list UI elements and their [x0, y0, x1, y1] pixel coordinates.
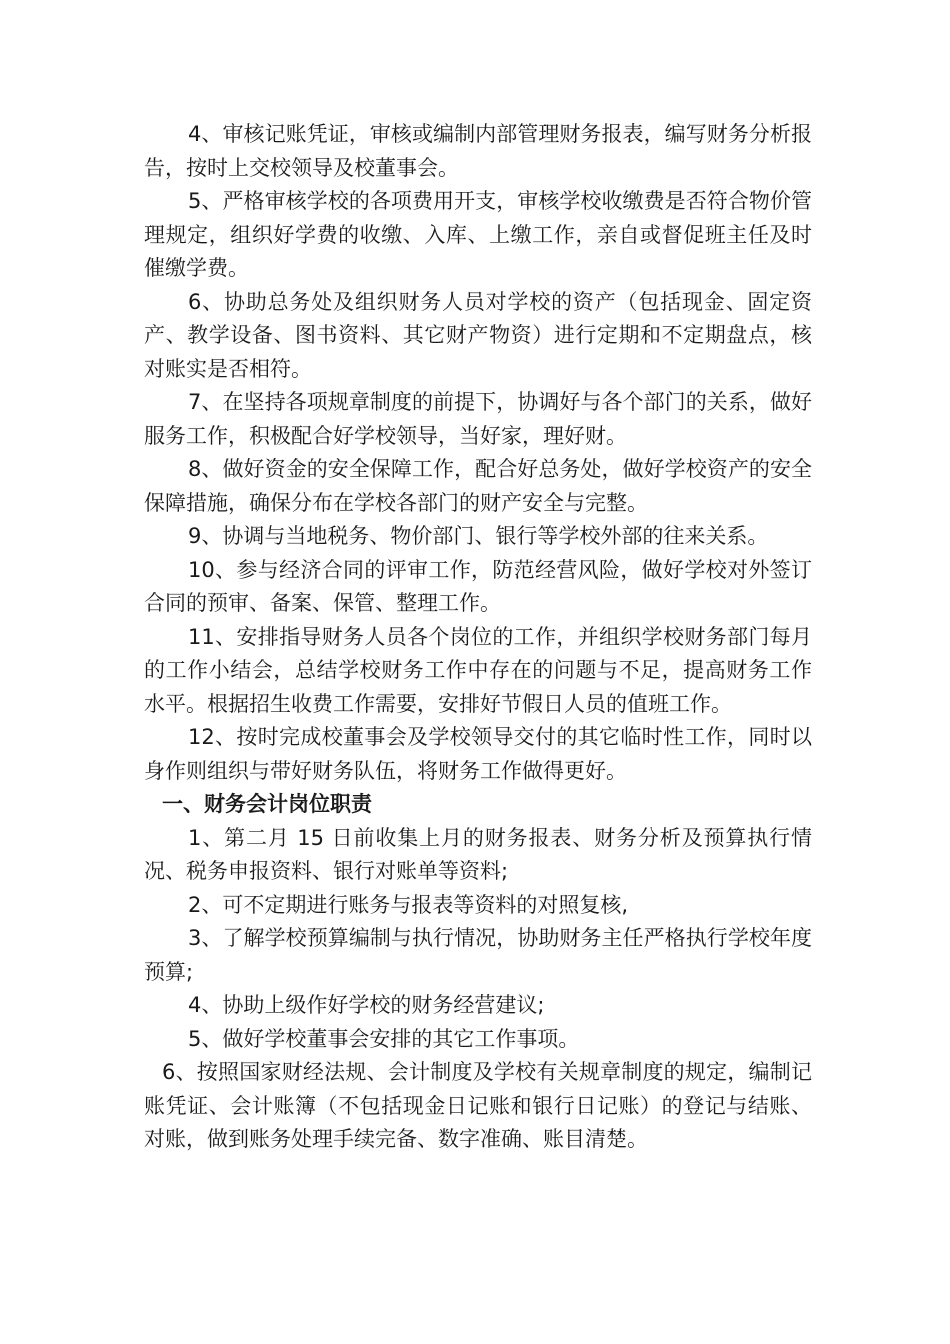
paragraph: 10、参与经济合同的评审工作，防范经营风险，做好学校对外签订合同的预审、备案、保管、整理工作。: [144, 557, 812, 615]
section-item: 4、协助上级作好学校的财务经营建议;: [188, 993, 545, 1017]
section-item: 2、可不定期进行账务与报表等资料的对照复核,: [188, 892, 629, 917]
section-item: 1、第二月 15 日前收集上月的财务报表、财务分析及预算执行情况、税务申报资料、银行对账单等资料;: [144, 825, 812, 883]
paragraph: 6、协助总务处及组织财务人员对学校的资产（包括现金、固定资产、教学设备、图书资料、其它财产物资）进行定期和不定期盘点，核对账实是否相符。: [144, 289, 812, 381]
paragraph: 12、按时完成校董事会及学校领导交付的其它临时性工作，同时以身作则组织与带好财务队伍，将财务工作做得更好。: [144, 725, 812, 783]
paragraph: 5、严格审核学校的各项费用开支，审核学校收缴费是否符合物价管理规定，组织好学费的收缴、入库、上缴工作，亲自或督促班主任及时催缴学费。: [144, 189, 812, 280]
paragraph: 7、在坚持各项规章制度的前提下，协调好与各个部门的关系，做好服务工作，积极配合好学校领导，当好家，理好财。: [144, 390, 812, 448]
section-item: 5、做好学校董事会安排的其它工作事项。: [188, 1026, 580, 1051]
paragraph: 8、做好资金的安全保障工作，配合好总务处，做好学校资产的安全保障措施，确保分布在学校各部门的财产安全与完整。: [144, 457, 812, 515]
final-item: 6、按照国家财经法规、会计制度及学校有关规章制度的规定，编制记账凭证、会计账簿（不包括现金日记账和银行日记账）的登记与结账、对账，做到账务处理手续完备、数字准确、账目清楚。: [144, 1060, 812, 1151]
paragraph: 4、审核记账凭证，审核或编制内部管理财务报表，编写财务分析报告，按时上交校领导及校董事会。: [144, 122, 812, 180]
paragraph: 9、协调与当地税务、物价部门、银行等学校外部的往来关系。: [188, 524, 769, 548]
document-body: [144, 118, 812, 1157]
section-item: 3、了解学校预算编制与执行情况，协助财务主任严格执行学校年度预算;: [144, 926, 812, 984]
section-heading: 一、财务会计岗位职责: [162, 792, 372, 816]
paragraph: 11、安排指导财务人员各个岗位的工作，并组织学校财务部门每月的工作小结会，总结学校财务工作中存在的问题与不足，提高财务工作水平。根据招生收费工作需要，安排好节假日人员的值班工作。: [144, 624, 812, 716]
